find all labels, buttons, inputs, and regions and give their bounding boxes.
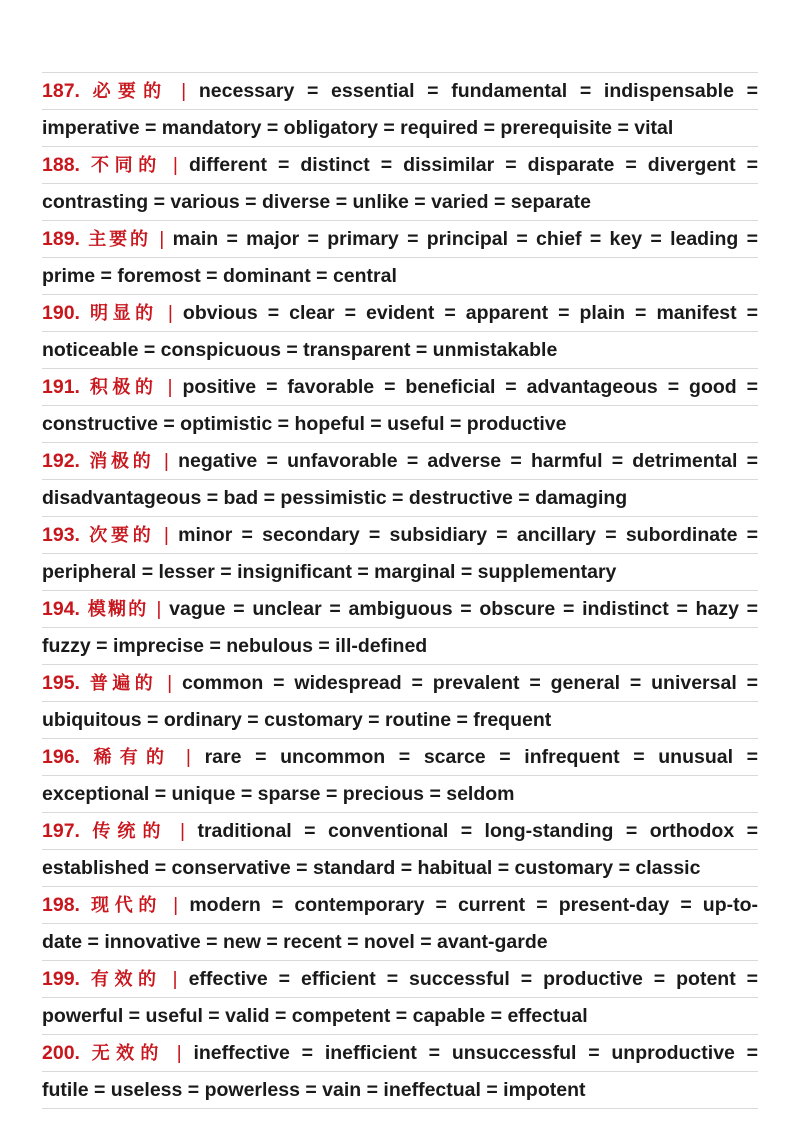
entry-line-1 (42, 517, 758, 554)
vocab-entry (42, 295, 758, 369)
entry-chinese-term: 积极的 (89, 377, 158, 398)
synonyms-line-1: effective = efficient = successful = productive = potent = (188, 968, 758, 990)
entry-number: 193. (42, 524, 80, 546)
vocab-entry (42, 887, 758, 961)
vocab-entry (42, 591, 758, 665)
separator-bar: | (172, 968, 178, 990)
entry-line-1 (42, 591, 758, 628)
vocabulary-page (42, 72, 758, 1109)
synonyms-line-2: prime = foremost = dominant = central (42, 265, 397, 287)
synonyms-line-1: necessary = essential = fundamental = indispensable = (198, 80, 758, 102)
entry-number: 194. (42, 598, 80, 620)
separator-bar: | (163, 524, 169, 546)
entry-line-1 (42, 369, 758, 406)
synonyms-line-1: modern = contemporary = current = present-day = up-to- (189, 894, 758, 916)
entry-line-2 (42, 406, 758, 443)
entry-number: 198. (42, 894, 80, 916)
vocab-entry (42, 443, 758, 517)
vocab-entry (42, 221, 758, 295)
entry-chinese-term: 无效的 (91, 1043, 165, 1064)
entry-line-2 (42, 480, 758, 517)
separator-bar: | (181, 80, 187, 102)
entry-chinese-term: 主要的 (88, 229, 151, 250)
vocab-entry (42, 739, 758, 813)
entry-line-1 (42, 739, 758, 776)
vocab-entry (42, 369, 758, 443)
entry-chinese-term: 传统的 (92, 821, 168, 842)
entry-chinese-term: 不同的 (90, 155, 162, 176)
synonyms-line-1: positive = favorable = beneficial = advantageous = good = (182, 376, 758, 398)
synonyms-line-2: date = innovative = new = recent = novel = avant-garde (42, 931, 548, 953)
entry-number: 195. (42, 672, 80, 694)
separator-bar: | (179, 820, 186, 842)
entry-line-2 (42, 702, 758, 739)
entry-number: 187. (42, 80, 80, 102)
separator-bar: | (167, 376, 173, 398)
entry-list (42, 73, 758, 1109)
separator-bar: | (173, 894, 179, 916)
entry-chinese-term: 明显的 (89, 303, 158, 324)
entry-line-1 (42, 147, 758, 184)
entry-line-2 (42, 332, 758, 369)
entry-line-1 (42, 665, 758, 702)
entry-line-1 (42, 1035, 758, 1072)
synonyms-line-1: main = major = primary = principal = chief = key = leading = (172, 228, 758, 250)
entry-line-2 (42, 184, 758, 221)
synonyms-line-1: different = distinct = dissimilar = disparate = divergent = (188, 154, 758, 176)
entry-number: 190. (42, 302, 80, 324)
synonyms-line-2: disadvantageous = bad = pessimistic = destructive = damaging (42, 487, 628, 509)
entry-line-1 (42, 73, 758, 110)
entry-line-1 (42, 813, 758, 850)
synonyms-line-2: fuzzy = imprecise = nebulous = ill-defined (42, 635, 428, 657)
entry-line-2 (42, 850, 758, 887)
entry-number: 196. (42, 746, 80, 768)
entry-line-1 (42, 221, 758, 258)
entry-line-2 (42, 776, 758, 813)
vocab-entry (42, 1035, 758, 1109)
entry-number: 189. (42, 228, 80, 250)
entry-chinese-term: 次要的 (89, 525, 155, 546)
synonyms-line-1: minor = secondary = subsidiary = ancillary = subordinate = (178, 524, 758, 546)
synonyms-line-2: imperative = mandatory = obligatory = required = prerequisite = vital (42, 117, 674, 139)
synonyms-line-1: common = widespread = prevalent = general = universal = (182, 672, 758, 694)
vocab-entry (42, 147, 758, 221)
synonyms-line-2: contrasting = various = diverse = unlike = varied = separate (42, 191, 591, 213)
synonyms-line-1: ineffective = inefficient = unsuccessful = unproductive = (193, 1042, 758, 1064)
entry-line-2 (42, 998, 758, 1035)
entry-chinese-term: 有效的 (90, 969, 162, 990)
synonyms-line-2: established = conservative = standard = habitual = customary = classic (42, 857, 701, 879)
entry-line-1 (42, 887, 758, 924)
synonyms-line-1: vague = unclear = ambiguous = obscure = indistinct = hazy = (169, 598, 758, 620)
entry-chinese-term: 稀有的 (93, 747, 173, 768)
entry-chinese-term: 现代的 (91, 895, 163, 916)
vocab-entry (42, 813, 758, 887)
entry-line-1 (42, 295, 758, 332)
entry-number: 188. (42, 154, 80, 176)
entry-line-2 (42, 1072, 758, 1109)
entry-line-2 (42, 924, 758, 961)
entry-number: 199. (42, 968, 80, 990)
synonyms-line-2: peripheral = lesser = insignificant = marginal = supplementary (42, 561, 617, 583)
synonyms-line-2: constructive = optimistic = hopeful = useful = productive (42, 413, 567, 435)
synonyms-line-1: obvious = clear = evident = apparent = plain = manifest = (182, 302, 758, 324)
synonyms-line-2: futile = useless = powerless = vain = ineffectual = impotent (42, 1079, 586, 1101)
separator-bar: | (185, 746, 191, 768)
separator-bar: | (172, 154, 178, 176)
vocab-entry (42, 517, 758, 591)
entry-number: 197. (42, 820, 80, 842)
entry-line-2 (42, 628, 758, 665)
entry-line-1 (42, 443, 758, 480)
entry-number: 191. (42, 376, 80, 398)
synonyms-line-2: ubiquitous = ordinary = customary = routine = frequent (42, 709, 552, 731)
synonyms-line-1: negative = unfavorable = adverse = harmful = detrimental = (178, 450, 758, 472)
vocab-entry (42, 73, 758, 147)
separator-bar: | (156, 598, 162, 620)
entry-chinese-term: 模糊的 (87, 599, 149, 620)
synonyms-line-2: noticeable = conspicuous = transparent = unmistakable (42, 339, 558, 361)
entry-line-2 (42, 258, 758, 295)
separator-bar: | (159, 228, 165, 250)
separator-bar: | (176, 1042, 182, 1064)
synonyms-line-2: powerful = useful = valid = competent = capable = effectual (42, 1005, 588, 1027)
synonyms-line-2: exceptional = unique = sparse = precious = seldom (42, 783, 515, 805)
separator-bar: | (167, 302, 173, 324)
entry-line-2 (42, 554, 758, 591)
separator-bar: | (167, 672, 173, 694)
synonyms-line-1: traditional = conventional = long-standing = orthodox = (197, 820, 758, 842)
entry-chinese-term: 必要的 (92, 81, 169, 102)
vocab-entry (42, 665, 758, 739)
entry-number: 200. (42, 1042, 80, 1064)
vocab-entry (42, 961, 758, 1035)
entry-number: 192. (42, 450, 80, 472)
entry-chinese-term: 普遍的 (89, 673, 158, 694)
separator-bar: | (163, 450, 169, 472)
synonyms-line-1: rare = uncommon = scarce = infrequent = unusual = (204, 746, 758, 768)
entry-chinese-term: 消极的 (89, 451, 155, 472)
entry-line-1 (42, 961, 758, 998)
entry-line-2 (42, 110, 758, 147)
